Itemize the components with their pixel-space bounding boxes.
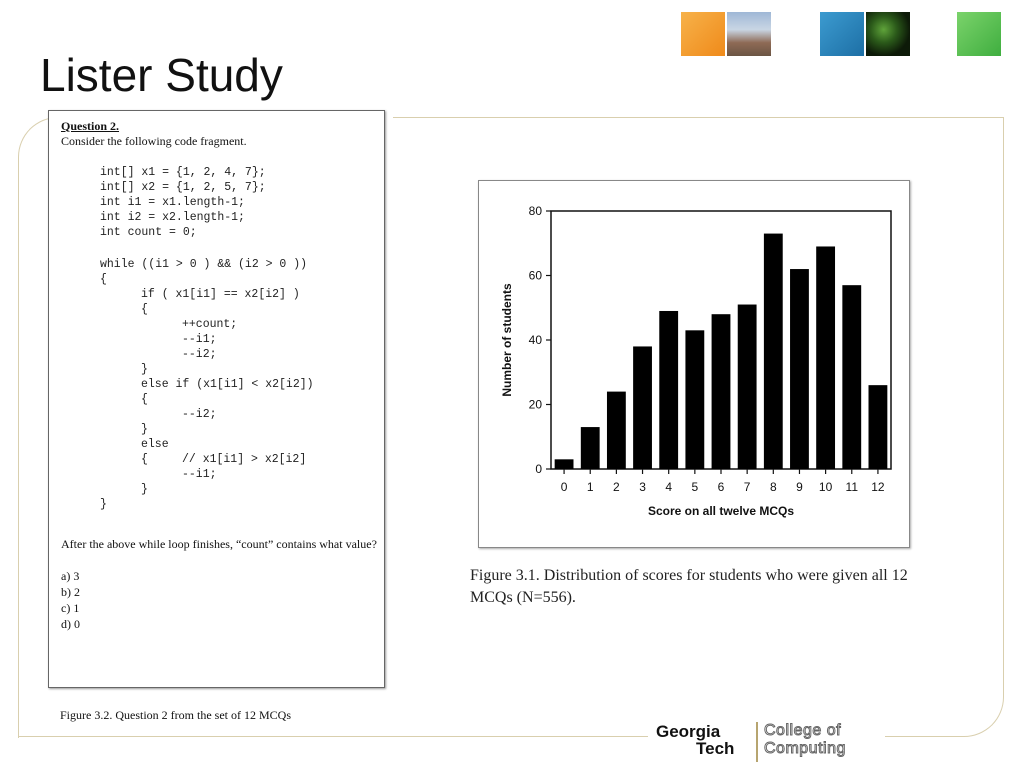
bar xyxy=(738,305,757,469)
code-line: { xyxy=(141,393,148,406)
code-line: int count = 0; xyxy=(100,226,197,239)
x-tick-label: 11 xyxy=(845,480,859,494)
code-line: if ( x1[i1] == x2[i2] ) xyxy=(141,288,300,301)
x-tick-label: 4 xyxy=(665,480,673,494)
answer-option: d) 0 xyxy=(61,617,80,631)
answer-option: b) 2 xyxy=(61,585,80,599)
question-box xyxy=(48,110,385,688)
question-heading: Question 2. xyxy=(61,119,120,133)
bar xyxy=(581,427,600,469)
code-line: } xyxy=(141,363,148,376)
code-line: --i2; xyxy=(182,348,217,361)
y-tick-label: 20 xyxy=(528,397,542,412)
bar xyxy=(790,269,809,469)
code-line: --i2; xyxy=(182,408,217,421)
blue-square-icon xyxy=(820,12,864,56)
code-line: int[] x1 = {1, 2, 4, 7}; xyxy=(100,166,266,179)
frame-bottom-right-arc xyxy=(960,650,1004,737)
bar xyxy=(633,346,652,469)
code-line: --i1; xyxy=(182,468,217,481)
chart-box xyxy=(478,180,910,548)
bar xyxy=(869,385,888,469)
logo-georgia: Georgia xyxy=(656,722,721,741)
y-tick-label: 0 xyxy=(535,462,542,476)
code-line: { xyxy=(141,303,148,316)
frame-bottom-line xyxy=(18,736,648,737)
code-line: { xyxy=(100,273,107,286)
code-line: { xyxy=(141,453,148,466)
code-line: // x1[i1] > x2[i2] xyxy=(182,453,307,466)
code-line: else xyxy=(141,438,169,451)
bar xyxy=(555,459,574,469)
x-tick-label: 1 xyxy=(586,480,594,494)
x-tick-label: 12 xyxy=(871,480,885,494)
x-tick-label: 8 xyxy=(769,480,777,494)
code-line: int i1 = x1.length-1; xyxy=(100,196,245,209)
code-line: else if (x1[i1] < x2[i2]) xyxy=(141,378,314,391)
slide-title: Lister Study xyxy=(40,49,283,101)
question-prompt: After the above while loop finishes, “count” contains what value? xyxy=(61,537,377,551)
code-line: --i1; xyxy=(182,333,217,346)
frame-top-line xyxy=(393,117,1003,118)
x-tick-label: 6 xyxy=(717,480,725,494)
x-tick-label: 9 xyxy=(796,480,803,494)
code-line: int i2 = x2.length-1; xyxy=(100,211,245,224)
y-axis-label: Number of students xyxy=(500,283,514,397)
y-tick-label: 80 xyxy=(528,204,542,218)
network-globe-thumbnail xyxy=(866,12,910,56)
orange-square-icon xyxy=(681,12,725,56)
logo-divider xyxy=(756,722,758,762)
logo-college-of: College of xyxy=(764,722,842,739)
question-intro: Consider the following code fragment. xyxy=(61,134,247,148)
bar xyxy=(816,246,835,469)
question-figure-caption: Figure 3.2. Question 2 from the set of 12 MCQs xyxy=(60,708,291,722)
code-line: ++count; xyxy=(182,318,238,331)
bar xyxy=(712,314,731,469)
x-tick-label: 10 xyxy=(818,480,833,494)
code-line: int[] x2 = {1, 2, 5, 7}; xyxy=(100,181,266,194)
x-axis-label: Score on all twelve MCQs xyxy=(647,504,795,518)
bar xyxy=(607,392,626,469)
chart-figure-caption: Figure 3.1. Distribution of scores for students who were given all 12 MCQs (N=556). xyxy=(470,567,908,606)
frame-right-line xyxy=(1003,117,1004,692)
bar xyxy=(659,311,678,469)
bar-chart xyxy=(479,181,909,547)
y-tick-label: 60 xyxy=(528,268,542,283)
logo-computing: Computing xyxy=(764,740,846,757)
y-tick-label: 40 xyxy=(528,333,542,347)
green-square-icon xyxy=(957,12,1001,56)
bar xyxy=(685,330,704,469)
code-line: } xyxy=(141,483,148,496)
x-tick-label: 3 xyxy=(639,480,646,494)
code-line: } xyxy=(100,498,107,511)
x-tick-label: 7 xyxy=(743,480,751,494)
x-tick-label: 5 xyxy=(691,480,699,494)
answer-option: a) 3 xyxy=(61,569,80,583)
answer-option: c) 1 xyxy=(61,601,80,615)
georgia-tech-logo xyxy=(656,722,886,766)
x-tick-label: 2 xyxy=(613,480,620,494)
bar xyxy=(764,234,783,469)
code-line: } xyxy=(141,423,148,436)
logo-tech: Tech xyxy=(696,739,735,758)
frame-bottom-line-right xyxy=(885,736,965,737)
x-tick-label: 0 xyxy=(560,480,568,494)
code-line: while ((i1 > 0 ) && (i2 > 0 )) xyxy=(100,258,308,271)
bar xyxy=(842,285,861,469)
campus-photo-thumbnail xyxy=(727,12,771,56)
